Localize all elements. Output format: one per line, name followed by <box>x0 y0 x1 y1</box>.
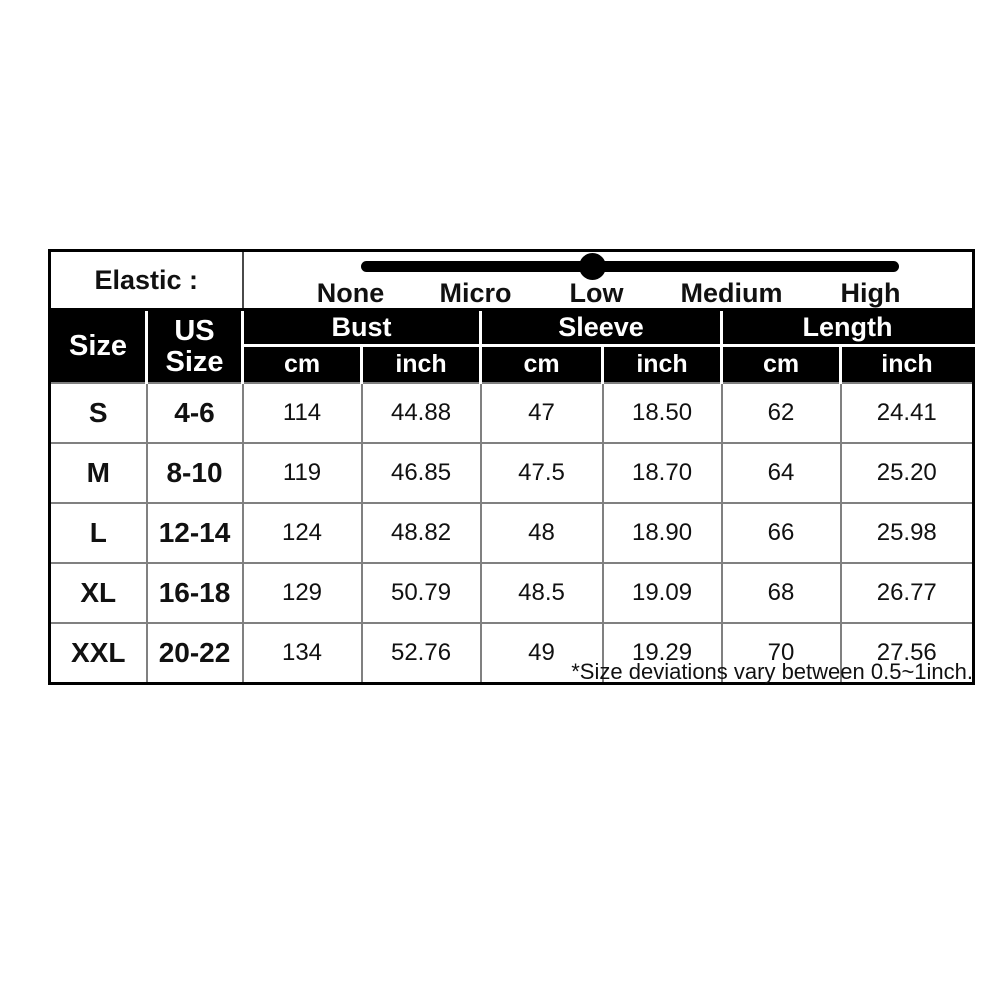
elastic-slider-cell <box>243 251 974 310</box>
sleeve-inch-cell: 19.09 <box>603 563 722 623</box>
sleeve-inch-cell: 18.70 <box>603 443 722 503</box>
sleeve-cm-cell: 47.5 <box>481 443 603 503</box>
size-cell: L <box>50 503 147 563</box>
sleeve-inch-cell: 18.50 <box>603 383 722 443</box>
size-column-header: Size <box>50 310 147 384</box>
length-inch-cell: 26.77 <box>841 563 974 623</box>
size-cell: XXL <box>50 623 147 684</box>
bust-cm-cell: 114 <box>243 383 362 443</box>
bust-group-header: Bust <box>243 310 481 346</box>
length-inch-cell: 27.56 <box>841 623 974 684</box>
bust-inch-cell: 46.85 <box>362 443 481 503</box>
bust-inch-cell: 44.88 <box>362 383 481 443</box>
us-size-cell: 4-6 <box>147 383 243 443</box>
bust-inch-header: inch <box>362 346 481 384</box>
sleeve-cm-header: cm <box>481 346 603 384</box>
length-cm-cell: 66 <box>722 503 841 563</box>
size-deviation-note: *Size deviations vary between 0.5~1inch. <box>571 659 973 684</box>
bust-cm-cell: 119 <box>243 443 362 503</box>
slider-label-medium: Medium <box>680 278 783 308</box>
sleeve-cm-cell: 48 <box>481 503 603 563</box>
group-header-row <box>50 310 974 346</box>
length-group-header: Length <box>722 310 974 346</box>
bust-inch-cell: 50.79 <box>362 563 481 623</box>
size-chart-table <box>48 249 975 685</box>
bust-cm-cell: 129 <box>243 563 362 623</box>
bust-cm-cell: 134 <box>243 623 362 684</box>
us-size-cell: 12-14 <box>147 503 243 563</box>
size-cell: S <box>50 383 147 443</box>
size-cell: M <box>50 443 147 503</box>
us-size-line1: US <box>174 314 215 347</box>
elastic-label: Elastic : <box>50 251 243 310</box>
us-size-column-header <box>147 310 243 384</box>
length-inch-cell: 25.20 <box>841 443 974 503</box>
slider-label-none: None <box>316 278 385 308</box>
length-cm-cell: 62 <box>722 383 841 443</box>
table-row <box>50 443 974 503</box>
sleeve-cm-cell: 49 <box>481 623 603 684</box>
bust-cm-cell: 124 <box>243 503 362 563</box>
us-size-cell: 8-10 <box>147 443 243 503</box>
bust-inch-cell: 52.76 <box>362 623 481 684</box>
sleeve-cm-cell: 47 <box>481 383 603 443</box>
elastic-row <box>50 251 974 310</box>
slider-label-high: High <box>840 278 901 308</box>
sleeve-inch-header: inch <box>603 346 722 384</box>
length-cm-cell: 70 <box>722 623 841 684</box>
slider-label-low: Low <box>569 278 624 308</box>
bust-cm-header: cm <box>243 346 362 384</box>
sleeve-inch-cell: 19.29 <box>603 623 722 684</box>
length-cm-cell: 68 <box>722 563 841 623</box>
length-cm-header: cm <box>722 346 841 384</box>
table-row <box>50 503 974 563</box>
table-row <box>50 383 974 443</box>
sleeve-cm-cell: 48.5 <box>481 563 603 623</box>
elastic-slider <box>244 252 972 306</box>
slider-label-micro: Micro <box>439 278 512 308</box>
length-cm-cell: 64 <box>722 443 841 503</box>
slider-knob-icon <box>579 253 606 280</box>
us-size-cell: 16-18 <box>147 563 243 623</box>
bust-inch-cell: 48.82 <box>362 503 481 563</box>
us-size-line2: Size <box>165 345 224 378</box>
length-inch-header: inch <box>841 346 974 384</box>
table-row <box>50 563 974 623</box>
us-size-cell: 20-22 <box>147 623 243 684</box>
length-inch-cell: 24.41 <box>841 383 974 443</box>
sleeve-inch-cell: 18.90 <box>603 503 722 563</box>
length-inch-cell: 25.98 <box>841 503 974 563</box>
size-table <box>48 249 975 685</box>
size-cell: XL <box>50 563 147 623</box>
slider-track <box>361 261 899 272</box>
sleeve-group-header: Sleeve <box>481 310 722 346</box>
